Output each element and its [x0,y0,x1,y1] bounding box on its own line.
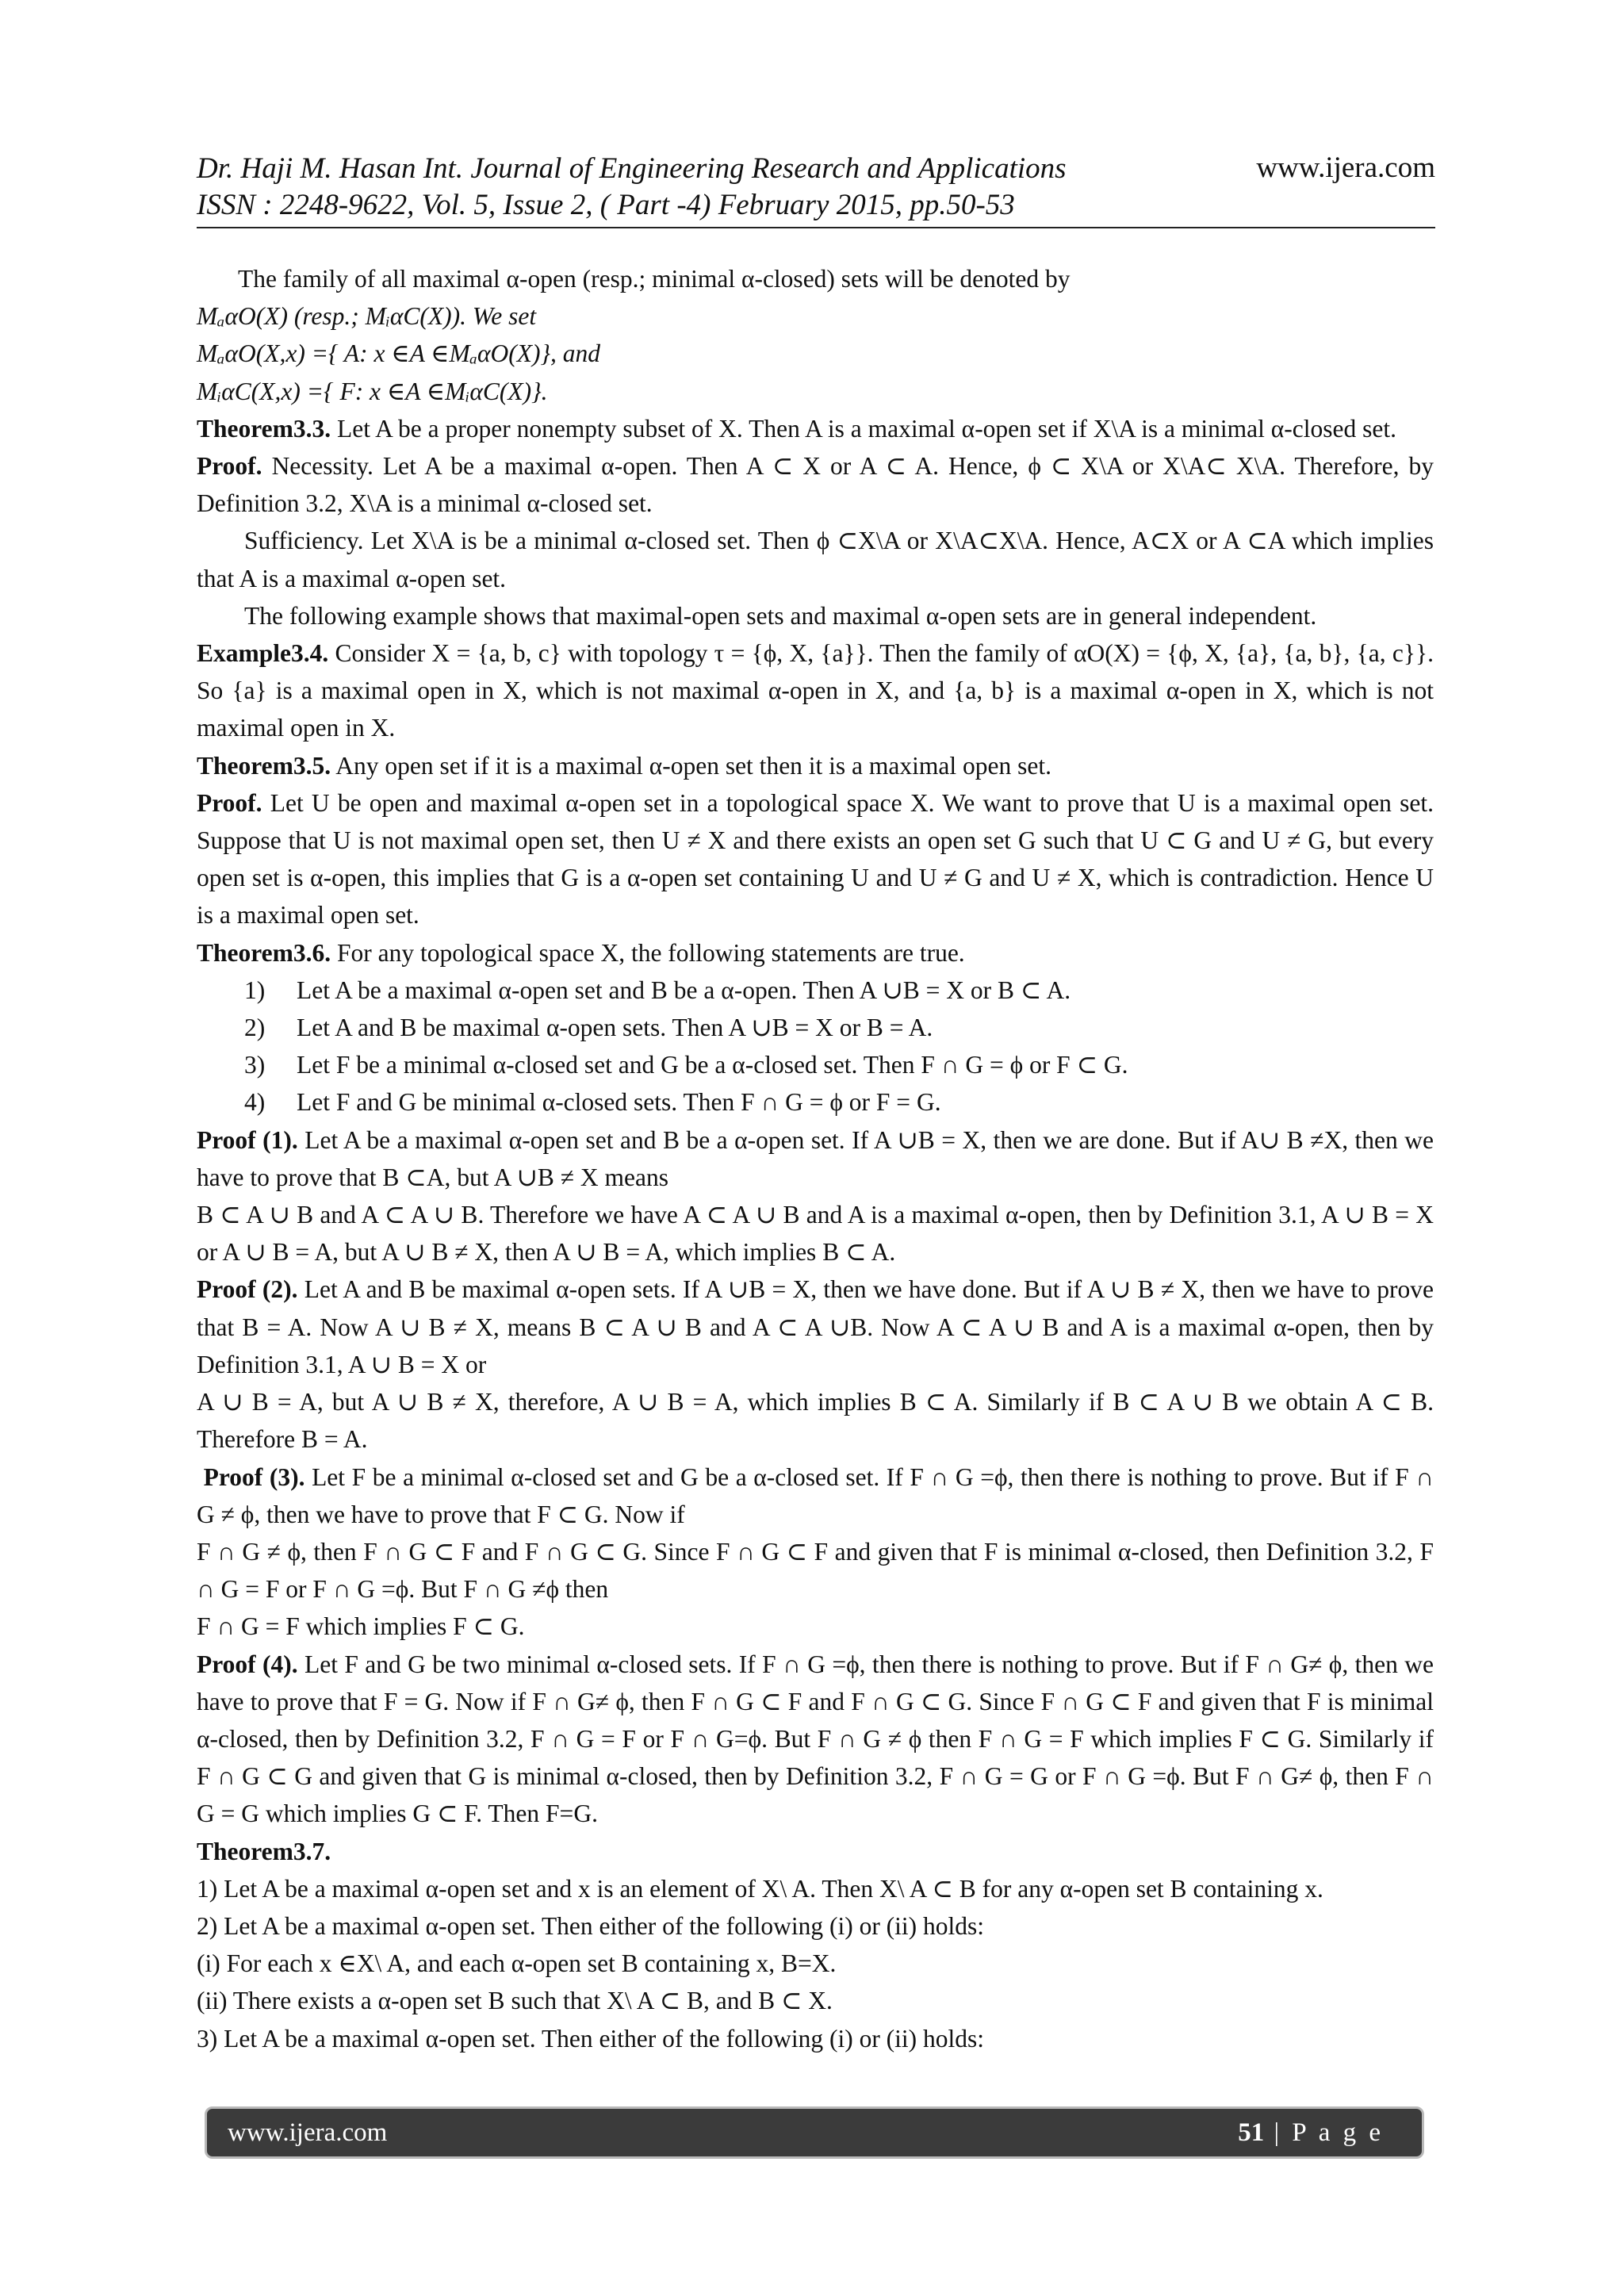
footer-site-link[interactable]: www.ijera.com [228,2118,388,2147]
definition-line: MₐαO(X,x) ={ A: x ∈A ∈MₐαO(X)}, and [197,339,601,368]
issn-line: ISSN : 2248-9622, Vol. 5, Issue 2, ( Part -4) February 2015, pp.50-53 [197,189,1015,221]
proof-4 [197,1646,1434,1833]
page-footer [205,2106,1424,2159]
paragraph: The family of all maximal α-open (resp.; minimal α-closed) sets will be denoted by [238,265,1071,293]
proof-label: Proof (3). [203,1462,305,1491]
theorem-3-3 [197,410,1434,447]
example-label: Example3.4. [197,639,329,668]
proof-label: Proof (1). [197,1125,298,1154]
proof-1 [197,1121,1434,1196]
theorem-label: Theorem3.3. [197,414,331,443]
theorem-3-7-subitem: (ii) There exists a α-open set B such that X\ A ⊂ B, and B ⊂ X. [197,1987,833,2015]
theorem-3-5 [197,747,1434,784]
proof-text: Necessity. Let A be a maximal α-open. Then A ⊂ X or A ⊂ A. Hence, ϕ ⊂ X\A or X\A⊂ X\A. Therefore, by Definition 3.2, X\A is a minimal α-closed set. [197,452,1434,518]
proof-sufficiency: Sufficiency. Let X\A is be a minimal α-closed set. Then ϕ ⊂X\A or X\A⊂X\A. Hence, A⊂X or A ⊂A which implies that A is a maximal α-open set. [197,527,1434,592]
example-3-4 [197,634,1434,747]
proof-3 [197,1458,1434,1533]
paragraph: MₐαO(X) (resp.; MᵢαC(X)). We set [197,302,537,331]
theorem-3-7-item: 3) Let A be a maximal α-open set. Then either of the following (i) or (ii) holds: [197,2024,985,2053]
proof-3-5 [197,784,1434,934]
theorem-3-7-item: 2) Let A be a maximal α-open set. Then either of the following (i) or (ii) holds: [197,1911,985,1940]
page-number-value: 51 [1238,2118,1265,2147]
running-header [197,151,1435,224]
proof-label: Proof. [197,788,262,817]
proof-text: Let A and B be maximal α-open sets. If A ∪B = X, then we have done. But if A ∪ B ≠ X, then we have to prove that B = A. Now A ∪ B ≠ X, means B ⊂ A ∪ B and A ⊂ A ∪B. Now A ⊂ A ∪ B and A is a maximal α-open, then by Definition 3.1, A ∪ B = X or [197,1275,1434,1378]
proof-text: Let U be open and maximal α-open set in a topological space X. We want to prove that U is a maximal open set. Suppose that U is not maximal open set, then U ≠ X and there exists an open set G such that U ⊂ G and U ≠ G, but every open set is α-open, this implies that G is a α-open set containing U and U ≠ G and U ≠ X, which is contradiction. Hence U is a maximal open set. [197,788,1434,930]
theorem-text: For any topological space X, the following statements are true. [331,938,965,967]
proof-label: Proof (4). [197,1650,298,1678]
list-item: 4) Let F and G be minimal α-closed sets. Then F ∩ G = ϕ or F = G. [244,1088,941,1117]
page-number [1238,2118,1384,2148]
proof-3-3 [197,447,1434,522]
paragraph: The following example shows that maximal-open sets and maximal α-open sets are in general independent. [244,601,1317,630]
example-text: Consider X = {a, b, c} with topology τ = {ϕ, X, {a}}. Then the family of αO(X) = {ϕ, X, {a}, {a, b}, {a, c}}. So {a} is a maximal open in X, which is not maximal α-open in X, and {a, b} is a maximal α-open in X, which is not maximal open in X. [197,639,1434,742]
proof-text: Let F and G be two minimal α-closed sets. If F ∩ G =ϕ, then there is nothing to prove. But if F ∩ G≠ ϕ, then we have to prove that F = G. Now if F ∩ G≠ ϕ, then F ∩ G ⊂ F and F ∩ G ⊂ G. Since F ∩ G ⊂ F and given that F is minimal α-closed, then by Definition 3.2, F ∩ G = F or F ∩ G=ϕ. But F ∩ G ≠ ϕ then F ∩ G = F which implies F ⊂ G. Similarly if F ∩ G ⊂ G and given that G is minimal α-closed, then by Definition 3.2, F ∩ G = G or F ∩ G =ϕ. But F ∩ G≠ ϕ, then F ∩ G = G which implies G ⊂ F. Then F=G. [197,1650,1434,1828]
list-item: 3) Let F be a minimal α-closed set and G be a α-closed set. Then F ∩ G = ϕ or F ⊂ G. [244,1051,1128,1079]
article-body [197,260,1434,2057]
theorem-3-7-label: Theorem3.7. [197,1837,331,1865]
theorem-3-6-list [197,972,1434,1121]
header-site-link[interactable]: www.ijera.com [1256,151,1435,184]
proof-text: Let F be a minimal α-closed set and G be a α-closed set. If F ∩ G =ϕ, then there is nothing to prove. But if F ∩ G ≠ ϕ, then we have to prove that F ⊂ G. Now if [197,1462,1434,1528]
proof-3-end: F ∩ G = F which implies F ⊂ G. [197,1612,525,1641]
header-divider [197,227,1435,228]
definition-line: MᵢαC(X,x) ={ F: x ∈A ∈MᵢαC(X)}. [197,377,548,405]
theorem-3-7-item: 1) Let A be a maximal α-open set and x is an element of X\ A. Then X\ A ⊂ B for any α-open set B containing x. [197,1874,1323,1903]
proof-label: Proof. [197,452,262,481]
theorem-3-7-subitem: (i) For each x ∈X\ A, and each α-open set B containing x, B=X. [197,1949,837,1978]
theorem-label: Theorem3.6. [197,938,331,967]
journal-line: Dr. Haji M. Hasan Int. Journal of Engineering Research and Applications [197,152,1067,185]
theorem-text: Any open set if it is a maximal α-open set then it is a maximal open set. [331,751,1051,780]
theorem-3-6 [197,934,1434,972]
proof-2 [197,1271,1434,1383]
proof-2-cont: A ∪ B = A, but A ∪ B ≠ X, therefore, A ∪ B = A, which implies B ⊂ A. Similarly if B ⊂ A ∪ B we obtain A ⊂ B. Therefore B = A. [197,1388,1434,1454]
list-item: 2) Let A and B be maximal α-open sets. Then A ∪B = X or B = A. [244,1014,933,1042]
list-item: 1) Let A be a maximal α-open set and B be a α-open. Then A ∪B = X or B ⊂ A. [244,976,1071,1004]
proof-3-cont: F ∩ G ≠ ϕ, then F ∩ G ⊂ F and F ∩ G ⊂ G. Since F ∩ G ⊂ F and given that F is minimal α-closed, then Definition 3.2, F ∩ G = F or F ∩ G =ϕ. But F ∩ G ≠ϕ then [197,1537,1434,1604]
theorem-label: Theorem3.5. [197,751,331,780]
proof-1-cont: B ⊂ A ∪ B and A ⊂ A ∪ B. Therefore we have A ⊂ A ∪ B and A is a maximal α-open, then by Definition 3.1, A ∪ B = X or A ∪ B = A, but A ∪ B ≠ X, then A ∪ B = A, which implies B ⊂ A. [197,1201,1434,1267]
theorem-text: Let A be a proper nonempty subset of X. Then A is a maximal α-open set if X\A is a minimal α-closed set. [331,414,1396,443]
proof-text: Let A be a maximal α-open set and B be a α-open set. If A ∪B = X, then we are done. But if A∪ B ≠X, then we have to prove that B ⊂A, but A ∪B ≠ X means [197,1125,1434,1191]
proof-label: Proof (2). [197,1275,298,1304]
page-label: | P a g e [1264,2118,1384,2147]
